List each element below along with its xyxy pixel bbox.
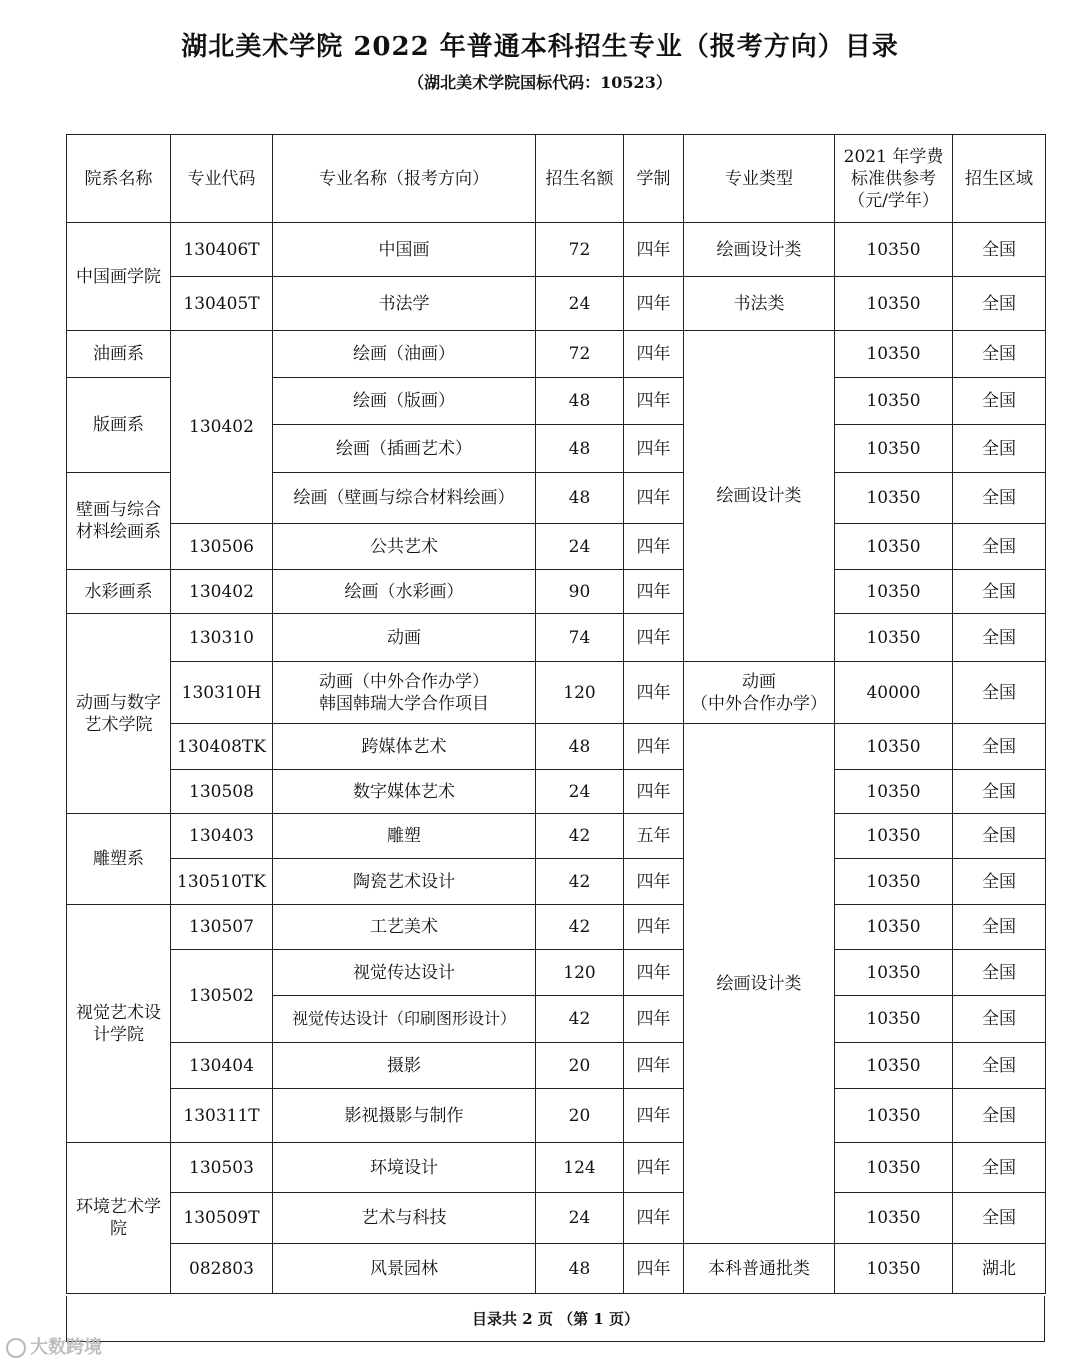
fee-cell: 10350 bbox=[835, 331, 953, 378]
code-cell: 130503 bbox=[171, 1143, 273, 1193]
code-cell: 130502 bbox=[171, 950, 273, 1043]
years-cell: 四年 bbox=[624, 570, 684, 614]
major-name-cell: 绘画（水彩画） bbox=[273, 570, 536, 614]
years-cell: 四年 bbox=[624, 724, 684, 770]
years-cell: 四年 bbox=[624, 473, 684, 524]
years-cell: 四年 bbox=[624, 1043, 684, 1089]
major-name-cell: 中国画 bbox=[273, 223, 536, 277]
fee-cell: 10350 bbox=[835, 1193, 953, 1244]
fee-cell: 10350 bbox=[835, 950, 953, 996]
years-cell: 四年 bbox=[624, 614, 684, 662]
quota-cell: 48 bbox=[536, 425, 624, 473]
fee-cell: 10350 bbox=[835, 905, 953, 950]
years-cell: 四年 bbox=[624, 859, 684, 905]
fee-cell: 10350 bbox=[835, 1089, 953, 1143]
region-cell: 全国 bbox=[953, 996, 1046, 1043]
table-row bbox=[67, 223, 1046, 277]
major-name-line1: 动画（中外合作办学） bbox=[319, 671, 489, 692]
major-name-cell: 跨媒体艺术 bbox=[273, 724, 536, 770]
region-cell: 全国 bbox=[953, 1089, 1046, 1143]
years-cell: 四年 bbox=[624, 662, 684, 724]
code-cell: 130403 bbox=[171, 814, 273, 859]
region-cell: 湖北 bbox=[953, 1244, 1046, 1294]
major-name-cell: 书法学 bbox=[273, 277, 536, 331]
quota-cell: 42 bbox=[536, 905, 624, 950]
type-cell: 本科普通批类 bbox=[684, 1244, 835, 1294]
major-name-cell: 工艺美术 bbox=[273, 905, 536, 950]
watermark-text: 大数跨境 bbox=[30, 1337, 102, 1358]
region-cell: 全国 bbox=[953, 277, 1046, 331]
fee-cell: 10350 bbox=[835, 1043, 953, 1089]
years-cell: 四年 bbox=[624, 905, 684, 950]
region-cell: 全国 bbox=[953, 905, 1046, 950]
table-row bbox=[67, 724, 1046, 770]
code-cell: 130406T bbox=[171, 223, 273, 277]
fee-cell: 10350 bbox=[835, 1244, 953, 1294]
quota-cell: 20 bbox=[536, 1043, 624, 1089]
major-name-cell: 绘画（插画艺术） bbox=[273, 425, 536, 473]
quota-cell: 42 bbox=[536, 859, 624, 905]
table-row bbox=[67, 814, 1046, 859]
code-cell: 130310H bbox=[171, 662, 273, 724]
quota-cell: 120 bbox=[536, 662, 624, 724]
years-cell: 四年 bbox=[624, 1244, 684, 1294]
header-region: 招生区域 bbox=[953, 135, 1046, 223]
table-row bbox=[67, 1244, 1046, 1294]
quota-cell: 48 bbox=[536, 473, 624, 524]
code-cell: 130404 bbox=[171, 1043, 273, 1089]
quota-cell: 48 bbox=[536, 1244, 624, 1294]
dept-cell: 壁画与综合材料绘画系 bbox=[67, 473, 171, 570]
table-row bbox=[67, 905, 1046, 950]
brand-logo-icon bbox=[6, 1338, 26, 1358]
region-cell: 全国 bbox=[953, 662, 1046, 724]
type-cell: 绘画设计类 bbox=[684, 223, 835, 277]
fee-cell: 10350 bbox=[835, 996, 953, 1043]
dept-cell: 油画系 bbox=[67, 331, 171, 378]
table-row bbox=[67, 331, 1046, 378]
major-name-cell: 影视摄影与制作 bbox=[273, 1089, 536, 1143]
header-fee-line2: 标准供参考 bbox=[851, 168, 936, 189]
fee-cell: 10350 bbox=[835, 1143, 953, 1193]
fee-cell: 10350 bbox=[835, 614, 953, 662]
dept-cell: 雕塑系 bbox=[67, 814, 171, 905]
code-cell: 130311T bbox=[171, 1089, 273, 1143]
quota-cell: 124 bbox=[536, 1143, 624, 1193]
years-cell: 四年 bbox=[624, 524, 684, 570]
code-cell: 082803 bbox=[171, 1244, 273, 1294]
quota-cell: 24 bbox=[536, 524, 624, 570]
quota-cell: 72 bbox=[536, 223, 624, 277]
major-name-cell: 视觉传达设计 bbox=[273, 950, 536, 996]
type-cell: 书法类 bbox=[684, 277, 835, 331]
major-name-cell: 绘画（版画） bbox=[273, 378, 536, 425]
table-row bbox=[67, 614, 1046, 662]
major-name-cell: 绘画（油画） bbox=[273, 331, 536, 378]
page-subtitle: （湖北美术学院国标代码：10523） bbox=[408, 73, 672, 92]
major-name-cell: 视觉传达设计（印刷图形设计） bbox=[273, 996, 536, 1043]
header-row bbox=[67, 135, 1046, 223]
region-cell: 全国 bbox=[953, 378, 1046, 425]
dept-cell: 水彩画系 bbox=[67, 570, 171, 614]
table-row bbox=[67, 277, 1046, 331]
quota-cell: 42 bbox=[536, 814, 624, 859]
header-name: 专业名称（报考方向） bbox=[273, 135, 536, 223]
code-cell: 130510TK bbox=[171, 859, 273, 905]
watermark bbox=[6, 1333, 102, 1359]
dept-cell: 视觉艺术设计学院 bbox=[67, 905, 171, 1143]
fee-cell: 10350 bbox=[835, 473, 953, 524]
quota-cell: 90 bbox=[536, 570, 624, 614]
type-line1: 动画 bbox=[742, 671, 776, 692]
table-row bbox=[67, 1143, 1046, 1193]
years-cell: 四年 bbox=[624, 1089, 684, 1143]
page-title: 湖北美术学院 2022 年普通本科招生专业（报考方向）目录 bbox=[181, 32, 899, 62]
header-fee-line1: 2021 年学费 bbox=[843, 146, 944, 167]
fee-cell: 10350 bbox=[835, 223, 953, 277]
years-cell: 四年 bbox=[624, 1193, 684, 1244]
region-cell: 全国 bbox=[953, 524, 1046, 570]
region-cell: 全国 bbox=[953, 724, 1046, 770]
dept-cell: 版画系 bbox=[67, 378, 171, 473]
quota-cell: 42 bbox=[536, 996, 624, 1043]
years-cell: 四年 bbox=[624, 950, 684, 996]
region-cell: 全国 bbox=[953, 859, 1046, 905]
quota-cell: 48 bbox=[536, 378, 624, 425]
fee-cell: 10350 bbox=[835, 378, 953, 425]
region-cell: 全国 bbox=[953, 770, 1046, 814]
code-cell: 130402 bbox=[171, 331, 273, 524]
years-cell: 四年 bbox=[624, 331, 684, 378]
major-name-cell: 数字媒体艺术 bbox=[273, 770, 536, 814]
years-cell: 四年 bbox=[624, 1143, 684, 1193]
years-cell: 四年 bbox=[624, 378, 684, 425]
header-type: 专业类型 bbox=[684, 135, 835, 223]
code-cell: 130506 bbox=[171, 524, 273, 570]
fee-cell: 10350 bbox=[835, 770, 953, 814]
fee-cell: 10350 bbox=[835, 724, 953, 770]
major-name-cell: 陶瓷艺术设计 bbox=[273, 859, 536, 905]
years-cell: 四年 bbox=[624, 996, 684, 1043]
major-name-line2: 韩国韩瑞大学合作项目 bbox=[319, 693, 489, 714]
region-cell: 全国 bbox=[953, 1043, 1046, 1089]
header-code: 专业代码 bbox=[171, 135, 273, 223]
major-name-cell: 环境设计 bbox=[273, 1143, 536, 1193]
dept-cell: 动画与数字艺术学院 bbox=[67, 614, 171, 814]
quota-cell: 20 bbox=[536, 1089, 624, 1143]
header-fee bbox=[835, 135, 953, 223]
major-name-cell: 摄影 bbox=[273, 1043, 536, 1089]
fee-cell: 10350 bbox=[835, 425, 953, 473]
region-cell: 全国 bbox=[953, 331, 1046, 378]
region-cell: 全国 bbox=[953, 473, 1046, 524]
page-count-text: 目录共 2 页 （第 1 页） bbox=[472, 1310, 639, 1328]
fee-cell: 10350 bbox=[835, 859, 953, 905]
table-row bbox=[67, 770, 1046, 814]
fee-cell: 40000 bbox=[835, 662, 953, 724]
table-row bbox=[67, 859, 1046, 905]
region-cell: 全国 bbox=[953, 614, 1046, 662]
major-name-cell: 动画 bbox=[273, 614, 536, 662]
quota-cell: 24 bbox=[536, 277, 624, 331]
region-cell: 全国 bbox=[953, 1193, 1046, 1244]
major-name-cell: 艺术与科技 bbox=[273, 1193, 536, 1244]
type-cell: 绘画设计类 bbox=[684, 331, 835, 662]
fee-cell: 10350 bbox=[835, 524, 953, 570]
major-name-cell: 雕塑 bbox=[273, 814, 536, 859]
header-years: 学制 bbox=[624, 135, 684, 223]
code-cell: 130507 bbox=[171, 905, 273, 950]
type-cell bbox=[684, 662, 835, 724]
region-cell: 全国 bbox=[953, 950, 1046, 996]
catalog-table bbox=[66, 134, 1046, 1294]
fee-cell: 10350 bbox=[835, 570, 953, 614]
type-line2: （中外合作办学） bbox=[691, 693, 827, 714]
region-cell: 全国 bbox=[953, 814, 1046, 859]
header-quota: 招生名额 bbox=[536, 135, 624, 223]
major-name-cell: 绘画（壁画与综合材料绘画） bbox=[273, 473, 536, 524]
quota-cell: 24 bbox=[536, 770, 624, 814]
major-name-cell bbox=[273, 662, 536, 724]
quota-cell: 74 bbox=[536, 614, 624, 662]
region-cell: 全国 bbox=[953, 425, 1046, 473]
code-cell: 130408TK bbox=[171, 724, 273, 770]
dept-cell: 环境艺术学院 bbox=[67, 1143, 171, 1294]
header-dept: 院系名称 bbox=[67, 135, 171, 223]
code-cell: 130402 bbox=[171, 570, 273, 614]
years-cell: 四年 bbox=[624, 770, 684, 814]
dept-cell: 中国画学院 bbox=[67, 223, 171, 331]
code-cell: 130310 bbox=[171, 614, 273, 662]
code-cell: 130509T bbox=[171, 1193, 273, 1244]
quota-cell: 72 bbox=[536, 331, 624, 378]
table-row bbox=[67, 1089, 1046, 1143]
table-row bbox=[67, 570, 1046, 614]
quota-cell: 120 bbox=[536, 950, 624, 996]
quota-cell: 48 bbox=[536, 724, 624, 770]
years-cell: 四年 bbox=[624, 425, 684, 473]
code-cell: 130508 bbox=[171, 770, 273, 814]
region-cell: 全国 bbox=[953, 223, 1046, 277]
years-cell: 四年 bbox=[624, 277, 684, 331]
page-footer bbox=[66, 1296, 1045, 1342]
region-cell: 全国 bbox=[953, 1143, 1046, 1193]
type-cell: 绘画设计类 bbox=[684, 724, 835, 1244]
region-cell: 全国 bbox=[953, 570, 1046, 614]
code-cell: 130405T bbox=[171, 277, 273, 331]
fee-cell: 10350 bbox=[835, 814, 953, 859]
table-row bbox=[67, 1193, 1046, 1244]
table-row bbox=[67, 1043, 1046, 1089]
major-name-cell: 风景园林 bbox=[273, 1244, 536, 1294]
years-cell: 四年 bbox=[624, 223, 684, 277]
table-row bbox=[67, 662, 1046, 724]
major-name-cell: 公共艺术 bbox=[273, 524, 536, 570]
years-cell: 五年 bbox=[624, 814, 684, 859]
table-row bbox=[67, 524, 1046, 570]
table-row bbox=[67, 950, 1046, 996]
fee-cell: 10350 bbox=[835, 277, 953, 331]
header-fee-line3: （元/学年） bbox=[848, 190, 939, 211]
quota-cell: 24 bbox=[536, 1193, 624, 1244]
